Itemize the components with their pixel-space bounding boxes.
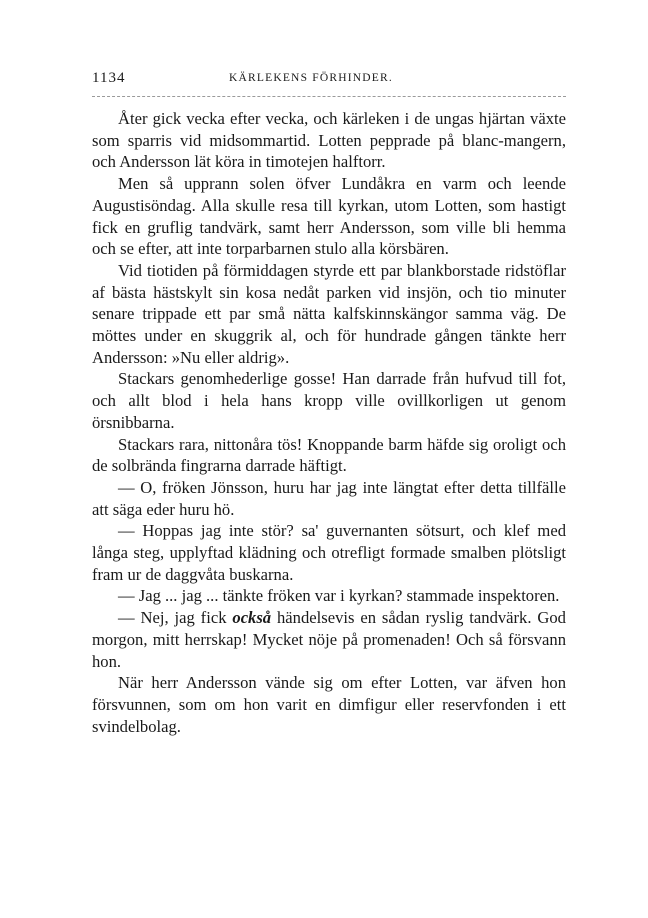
paragraph: — O, fröken Jönsson, huru har jag inte längtat efter detta tillfälle att säga eder huru hö. [92,477,566,519]
paragraph: Åter gick vecka efter vecka, och kärleken i de ungas hjärtan växte som sparris vid midsommartid. Lotten pepprade på blanc-mangern, och Andersson lät köra in timotejen halftorr. [92,109,566,172]
running-title: KÄRLEKENS FÖRHINDER. [229,72,393,84]
paragraph: Stackars genomhederlige gosse! Han darrade från hufvud till fot, och allt blod i hela hans kropp ville ovillkorligen ut genom örsnibbarna. [92,369,566,432]
paragraph: När herr Andersson vände sig om efter Lotten, var äfven hon försvunnen, som om hon varit en dimfigur eller reservfonden i ett svindelbolag. [92,673,566,736]
paragraph: Vid tiotiden på förmiddagen styrde ett par blankborstade ridstöflar af bästa hästskylt sin kosa nedåt parken vid insjön, och tio minuter senare trippade ett par små nätta kalfskinnskängor samma väg. De möttes under en skuggrik al, och för hundrade gången tänkte herr Andersson: »Nu eller aldrig». [92,260,566,367]
paragraph-text: händelsevis en sådan ryslig tandvärk. God morgon, mitt herrskap! Mycket nöje på promenaden! Och så försvann hon. [92,608,566,671]
paragraph: Men så upprann solen öfver Lundåkra en varm och leende Augustisöndag. Alla skulle resa till kyrkan, utom Lotten, som hastigt fick en gruflig tandvärk, samt herr Andersson, som ville bli hemma och se efter, att inte torparbarnen stulo alla körsbären. [92,174,566,259]
page-number: 1134 [92,70,126,86]
paragraph-text: — Nej, jag fick [118,608,233,628]
paragraph: — Jag ... jag ... tänkte fröken var i kyrkan? stammade inspektoren. [118,586,560,606]
paragraph: — Hoppas jag inte stör? sa' guvernanten sötsurt, och klef med långa steg, upplyftad klädning och otrefligt formade smalben plötsligt fram ur de daggvåta buskarna. [92,521,566,584]
header-rule [92,96,566,97]
page-header [92,70,566,92]
body-text [92,108,566,737]
emphasized-word: också [232,608,272,628]
paragraph [92,607,566,672]
paragraph: Stackars rara, nittonåra tös! Knoppande barm häfde sig oroligt och de solbrända fingrarna darrade häftigt. [92,434,566,476]
